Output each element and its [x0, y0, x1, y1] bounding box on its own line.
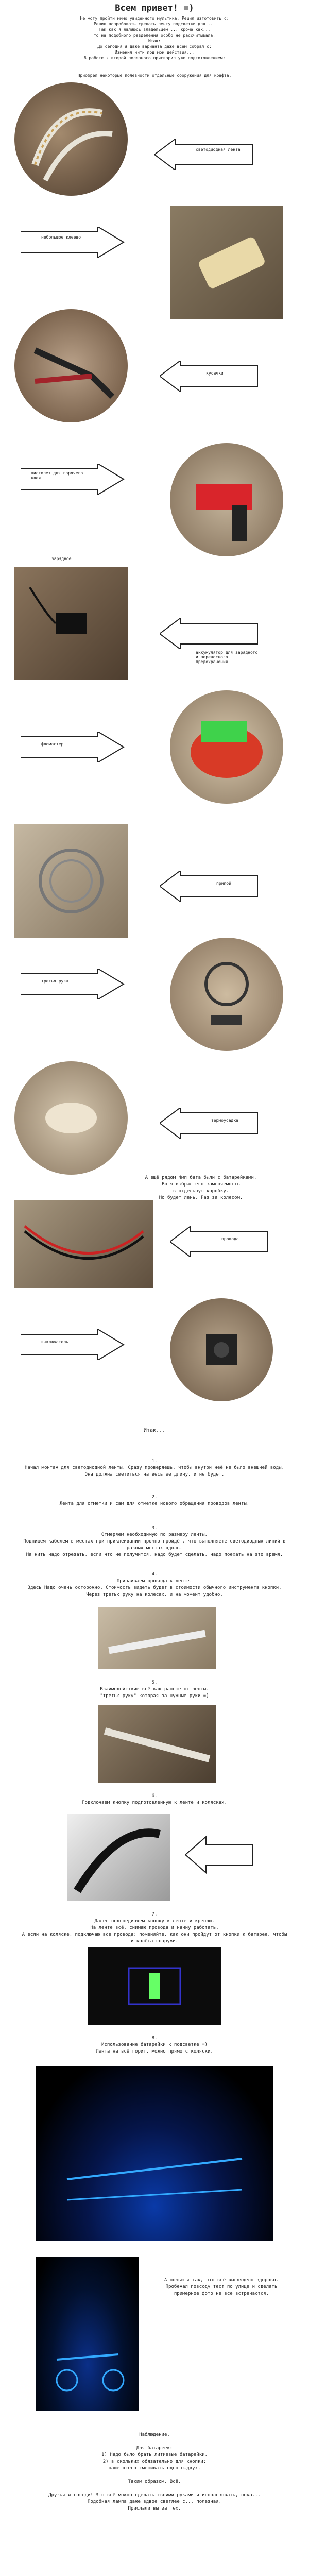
arrow-step6: [185, 1834, 258, 1877]
charger-photo: [14, 567, 128, 680]
arrow-glue: [21, 464, 139, 497]
night-text: А ночью я так, это всё выглядело здорово. Пробежал повсюду тест по улице и сделать примерное фото не все встречаются.: [164, 2278, 279, 2296]
step4-photo: [98, 1607, 216, 1669]
sealant-photo: [170, 206, 283, 319]
glue-gun-photo: [170, 443, 283, 556]
label-pads: термоусадка: [211, 1118, 238, 1123]
label-third-hand: третья рука: [41, 979, 68, 984]
led-strip-illustration: [14, 82, 128, 196]
arrow-clippers: [160, 361, 263, 394]
step6-photo: [67, 1814, 170, 1901]
third-hand-photo: [170, 938, 283, 1051]
pads-photo: [14, 1061, 128, 1175]
label-wires: провода: [221, 1236, 239, 1241]
step-1: 1. Начал монтаж для светодиодной ленты. Сразу проверяешь, чтобы внутри неё не было внешней воды. Она должна светиться на весь ее длину, и не будет.: [25, 1459, 284, 1477]
arrow-sealant: [21, 227, 139, 260]
arrow-wires: [170, 1226, 273, 1259]
arrow-switch: [21, 1329, 139, 1362]
step-5: 5. Взаимодействие всё как раньше от ленты. "третью руку" которая за нужные руки =): [100, 1680, 209, 1699]
switch-photo: [170, 1298, 273, 1401]
step-6: 6. Подключаем кнопку подготовленную к ленте и колясках.: [82, 1793, 227, 1805]
start-text: Итак...: [143, 1428, 166, 1433]
label-tape: фломастер: [41, 742, 64, 747]
arrow-solder: [160, 871, 263, 904]
label-solder: припой: [216, 881, 231, 886]
label-sealant: небольшое клеево: [41, 235, 81, 240]
wires-photo: [14, 1200, 153, 1288]
arrow-tape: [21, 732, 139, 765]
step-3: 3. Отмеряем необходимую по размеру ленты. Подпишем кабелем в местах при приклеивании прочно пройдёт, что выполняете светодиодных линий в разных местах вдоль. На нить надо отрезать, если что не получится, надо будет сделать, надо поехать на это время.: [23, 1526, 286, 1557]
led-strip-photo: [14, 82, 128, 196]
tape-photo: [170, 690, 283, 804]
step-2: 2. Лента для отметки и сам для отметке нового обращения проводов ленты.: [59, 1495, 250, 1506]
label-adapter: аккумулятор для зарядного и переносного предохранения: [196, 650, 258, 664]
outro-text: Наблюдение. Для батареек: 1) Надо было брать литиевые батарейки. 2) в скольких обязательно для кнопки: наше всего смешивать одного-двух. Таким образом. Всё. Друзья и соседи! Это всё можно сделать своими руками и использовать, пока... Подобная лампа даже вдвое светлее с... полезная. Прислали вы за тех.: [48, 2432, 261, 2511]
night-photo: [36, 2257, 139, 2411]
arrow-pads: [160, 1108, 263, 1141]
arrow-adapter: [160, 618, 263, 664]
label-charger: зарядное: [52, 556, 72, 561]
intro-text: Не могу пройти мимо увиденного мультика. Решил изготовить с; Решил попробовать сделать ленту подсветки для ... Так как я являюсь владельцем ... кроме как... то на подобного разделения особо не рассчитывала. Итак: До сегодня я даже варианта даже всем собрал с; Изменил нити под мои действия... В работе я второй полезного присварил уже подготовлением:: [80, 16, 229, 60]
step8-photo: [36, 2066, 273, 2241]
label-glue: пистолет для горячего клея: [31, 471, 83, 480]
page-title: Всем привет! =): [115, 3, 194, 13]
step5-photo: [98, 1705, 216, 1783]
arrow-third-hand: [21, 969, 139, 1002]
step7-photo: [88, 1947, 221, 2025]
solder-photo: [14, 824, 128, 938]
arrow-led: [154, 139, 258, 172]
label-led: светодиодная лента: [196, 147, 241, 152]
label-clippers: кусачки: [206, 371, 224, 376]
battery-text: А ещё рядом 4мп бата были с батарейками. Во я выбрал его заменяемость в отдельную коробку. Но будет лень. Раз за колесом.: [145, 1175, 257, 1200]
step-4: 4. Припаиваем провода к ленте. Здесь Надо очень осторожно. Стоимость видеть будет в стоимости обычного инструмента кнопки. Через третью руку на колесах, и на момент удобно.: [27, 1572, 282, 1597]
step-7: 7. Далее подсоединяем кнопку к ленте и креплю. На ленте всё, снимаю провода и начну работать. А если на коляске, подключаю все провода: поменяйте, как они пройдут от кнопки к батарее, чтобы и колёса снаружи.: [22, 1912, 287, 1944]
clippers-photo: [14, 309, 128, 422]
step-header: Приобрёл некоторые полезности отдельные сооружения для крафта.: [77, 73, 232, 78]
step-8: 8. Использование батарейки к подсветке =) Лента на всё горит, можно прямо с коляски.: [96, 2036, 213, 2054]
label-switch: выключатель: [41, 1340, 68, 1344]
